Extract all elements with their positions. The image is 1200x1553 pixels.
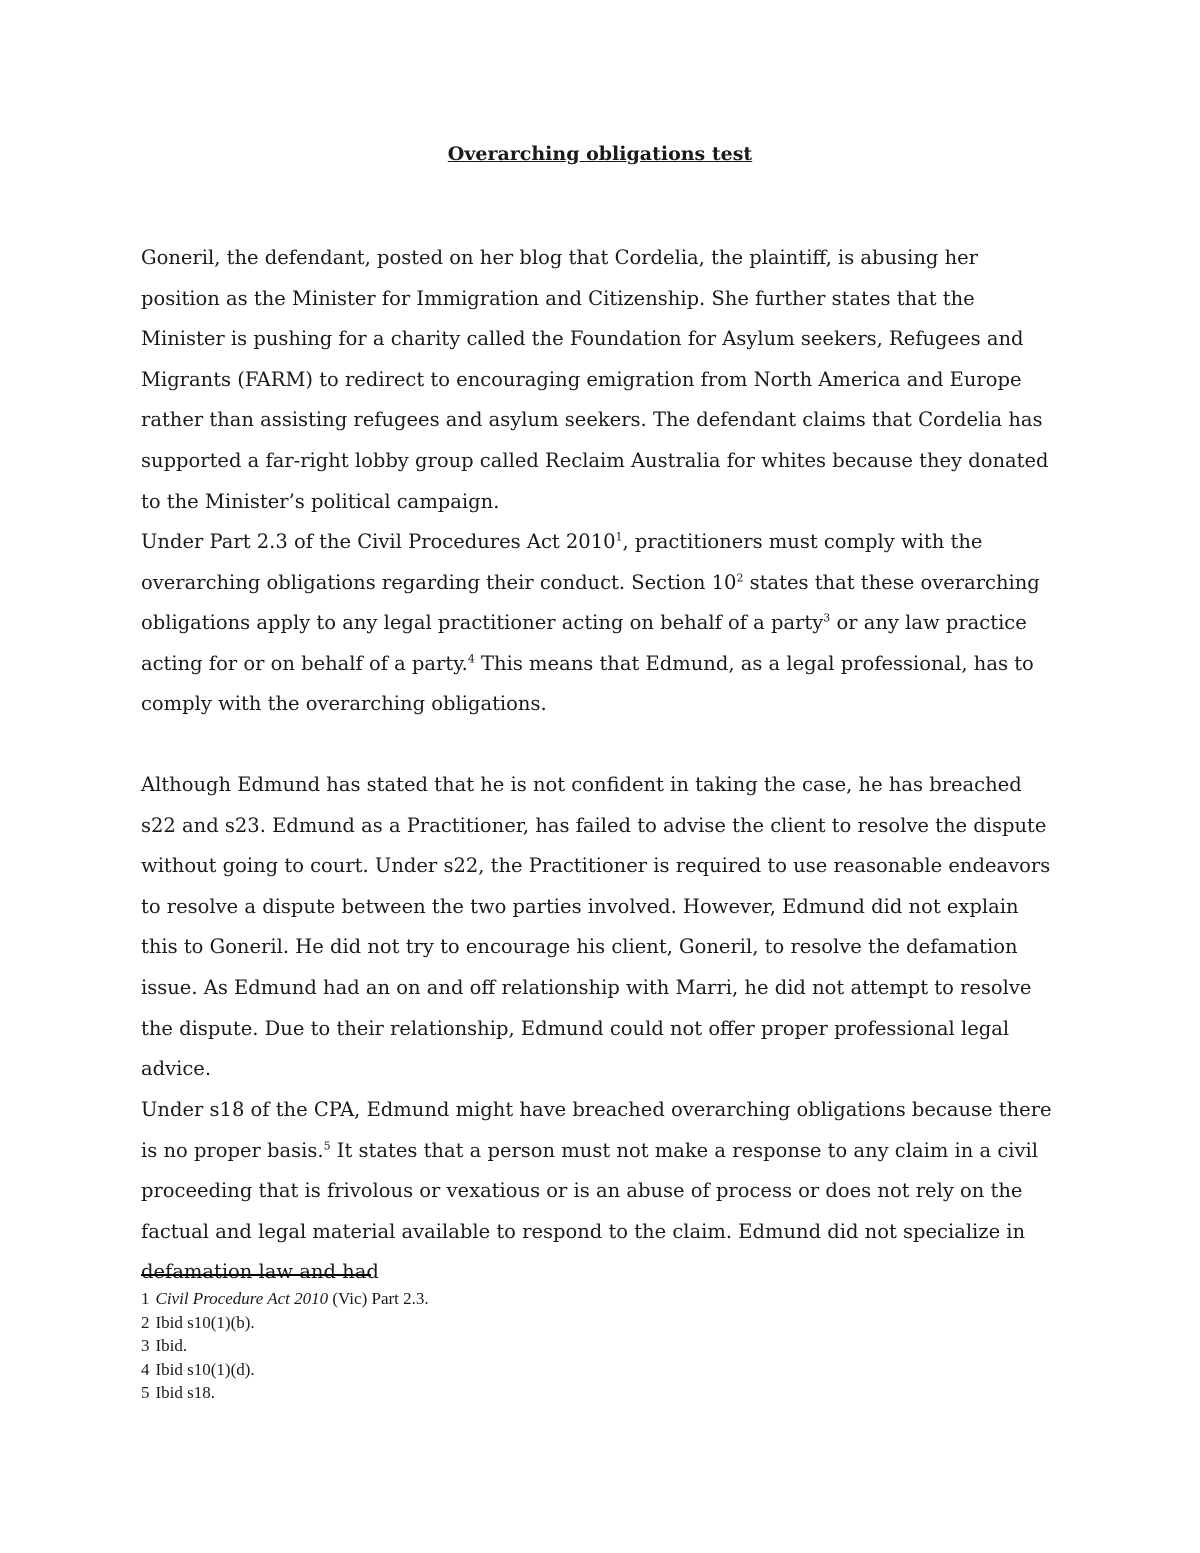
footnote-text: Ibid s10(1)(d). <box>155 1359 255 1379</box>
footnote-1 <box>141 1287 429 1311</box>
footnote-text: (Vic) Part 2.3. <box>328 1289 429 1308</box>
footnote-2 <box>141 1311 429 1335</box>
paragraph-1-text: Goneril, the defendant, posted on her blog that Cordelia, the plaintiff, is abusing her position as the Minister for Immigration and Citizenship. She further states that the Minister is pushing for a charity called the Foundation for Asylum seekers, Refugees and Migrants (FARM) to redirect to encouraging emigration from North America and Europe rather than assisting refugees and asylum seekers. The defendant claims that Cordelia has supported a far-right lobby group called Reclaim Australia for whites because they donated to the Minister’s political campaign. <box>141 246 1049 513</box>
footnote-3 <box>141 1334 429 1358</box>
footnote-number: 4 <box>141 1359 150 1379</box>
footnote-ref-5[interactable]: 5 <box>323 1139 331 1153</box>
document-title: Overarching obligations test <box>447 143 753 165</box>
paragraph-4-text-b: It states that a person must not make a response to any claim in a civil proceeding that is frivolous or vexatious or is an abuse of process or does not rely on the factual and legal material available to respond to the claim. Edmund did not specialize in defamation law and had <box>141 1138 1038 1284</box>
footnote-ref-2[interactable]: 2 <box>736 571 744 585</box>
paragraph-2-text-c: states that these overarching obligations apply to any legal practitioner acting on behalf of a party <box>141 570 1040 635</box>
footnote-number: 2 <box>141 1312 150 1332</box>
paragraph-3-text: Although Edmund has stated that he is not confident in taking the case, he has breached s22 and s23. Edmund as a Practitioner, has failed to advise the client to resolve the dispute without going to court. Under s22, the Practitioner is required to use reasonable endeavors to resolve a dispute between the two parties involved. However, Edmund did not explain this to Goneril. He did not try to encourage his client, Goneril, to resolve the defamation issue. As Edmund had an on and off relationship with Marri, he did not attempt to resolve the dispute. Due to their relationship, Edmund could not offer proper professional legal advice. <box>141 773 1051 1081</box>
footnote-4 <box>141 1358 429 1382</box>
paragraph-1 <box>141 238 1061 522</box>
footnotes <box>141 1287 429 1405</box>
paragraph-2 <box>141 522 1061 725</box>
paragraph-2-text-e: This means that Edmund, as a legal professional, has to comply with the overarching obligations. <box>141 651 1034 716</box>
paragraph-2-text-d: or any law practice acting for or on behalf of a party. <box>141 611 1027 675</box>
footnote-number: 1 <box>141 1289 150 1308</box>
paragraph-3 <box>141 765 1061 1090</box>
footnote-number: 5 <box>141 1383 150 1402</box>
paragraph-2-text-a: Under Part 2.3 of the Civil Procedures Act 2010 <box>141 530 616 553</box>
footnote-text: Ibid s18. <box>155 1383 215 1402</box>
paragraph-2-text-b: , practitioners must comply with the overarching obligations regarding their conduct. Section 10 <box>141 530 983 594</box>
footnote-5 <box>141 1381 429 1405</box>
paragraph-4 <box>141 1090 1061 1293</box>
footnote-separator <box>141 1274 371 1276</box>
footnote-text: Ibid s10(1)(b). <box>155 1312 255 1332</box>
footnote-ref-1[interactable]: 1 <box>615 530 623 544</box>
footnote-ref-3[interactable]: 3 <box>823 611 831 625</box>
footnote-number: 3 <box>141 1336 150 1355</box>
footnote-ref-4[interactable]: 4 <box>467 652 475 666</box>
footnote-italic-text: Civil Procedure Act 2010 <box>155 1289 329 1308</box>
paragraph-4-text-a: Under s18 of the CPA, Edmund might have breached overarching obligations because there is no proper basis. <box>141 1098 1052 1162</box>
footnote-text: Ibid. <box>155 1336 188 1355</box>
